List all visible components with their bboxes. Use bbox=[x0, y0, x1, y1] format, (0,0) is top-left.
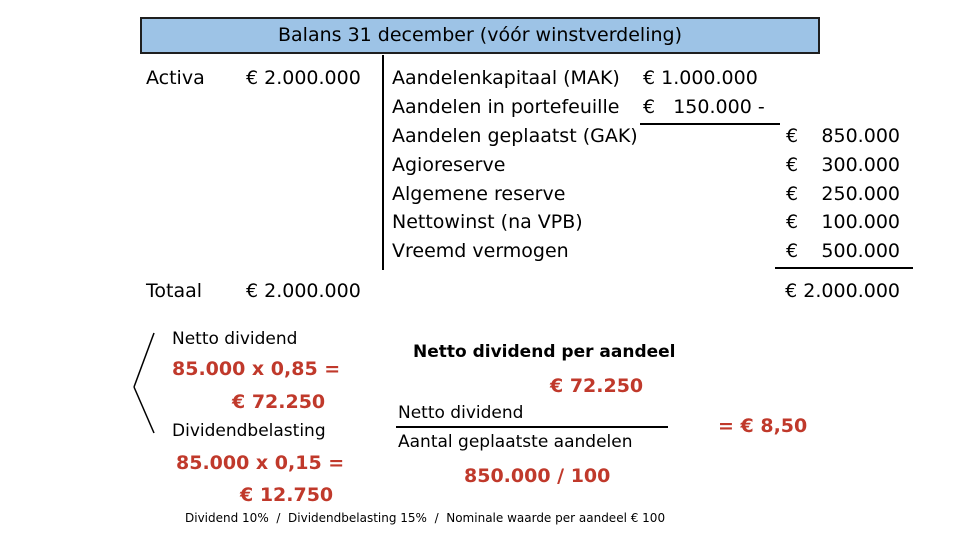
passiva-total-line bbox=[775, 267, 913, 269]
totaal-right-value: € 2.000.000 bbox=[785, 280, 900, 302]
numerator-label: Netto dividend bbox=[398, 403, 524, 423]
fraction-line bbox=[396, 426, 668, 428]
netto-dividend-formula: 85.000 x 0,85 = bbox=[172, 358, 341, 380]
currency-symbol: € bbox=[786, 125, 799, 147]
totaal-left-value: € 2.000.000 bbox=[246, 280, 361, 302]
passiva-item-value: € 1.000.000 bbox=[643, 67, 758, 89]
bracket-icon bbox=[130, 325, 160, 500]
passiva-item-label: Aandelenkapitaal (MAK) bbox=[392, 67, 620, 89]
balance-title: Balans 31 december (vóór winstverdeling) bbox=[140, 17, 820, 54]
dividendbelasting-label: Dividendbelasting bbox=[172, 421, 326, 441]
passiva-item-amount: 500.000 bbox=[821, 240, 900, 262]
t-account-vertical-line bbox=[382, 55, 384, 270]
passiva-item-label: Vreemd vermogen bbox=[392, 240, 569, 262]
currency-symbol: € bbox=[786, 240, 799, 262]
passiva-item-amount: 100.000 bbox=[821, 211, 900, 233]
numerator-value: € 72.250 bbox=[550, 375, 644, 397]
passiva-item-label: Algemene reserve bbox=[392, 183, 566, 205]
currency-symbol: € bbox=[786, 154, 799, 176]
netto-dividend-label: Netto dividend bbox=[172, 329, 298, 349]
dividendbelasting-result: € 12.750 bbox=[240, 484, 334, 506]
totaal-label: Totaal bbox=[146, 280, 203, 302]
netto-dividend-result: € 72.250 bbox=[232, 391, 326, 413]
passiva-item-amount: 300.000 bbox=[821, 154, 900, 176]
passiva-item-value: € 150.000 - bbox=[643, 96, 765, 118]
denominator-label: Aantal geplaatste aandelen bbox=[398, 432, 633, 452]
passiva-item-label: Aandelen geplaatst (GAK) bbox=[392, 125, 638, 147]
activa-value: € 2.000.000 bbox=[246, 67, 361, 89]
per-aandeel-heading: Netto dividend per aandeel bbox=[413, 342, 676, 362]
dividendbelasting-formula: 85.000 x 0,15 = bbox=[176, 452, 345, 474]
result-value: = € 8,50 bbox=[718, 415, 808, 437]
passiva-item-amount: 850.000 bbox=[821, 125, 900, 147]
passiva-item-label: Aandelen in portefeuille bbox=[392, 96, 620, 118]
activa-label: Activa bbox=[146, 67, 205, 89]
denominator-value: 850.000 / 100 bbox=[464, 465, 611, 487]
footer-note: Dividend 10% / Dividendbelasting 15% / Nominale waarde per aandeel € 100 bbox=[185, 511, 666, 525]
passiva-item-amount: 250.000 bbox=[821, 183, 900, 205]
currency-symbol: € bbox=[786, 211, 799, 233]
currency-symbol: € bbox=[786, 183, 799, 205]
passiva-subtotal-line bbox=[640, 123, 780, 125]
passiva-item-label: Nettowinst (na VPB) bbox=[392, 211, 583, 233]
passiva-item-label: Agioreserve bbox=[392, 154, 506, 176]
